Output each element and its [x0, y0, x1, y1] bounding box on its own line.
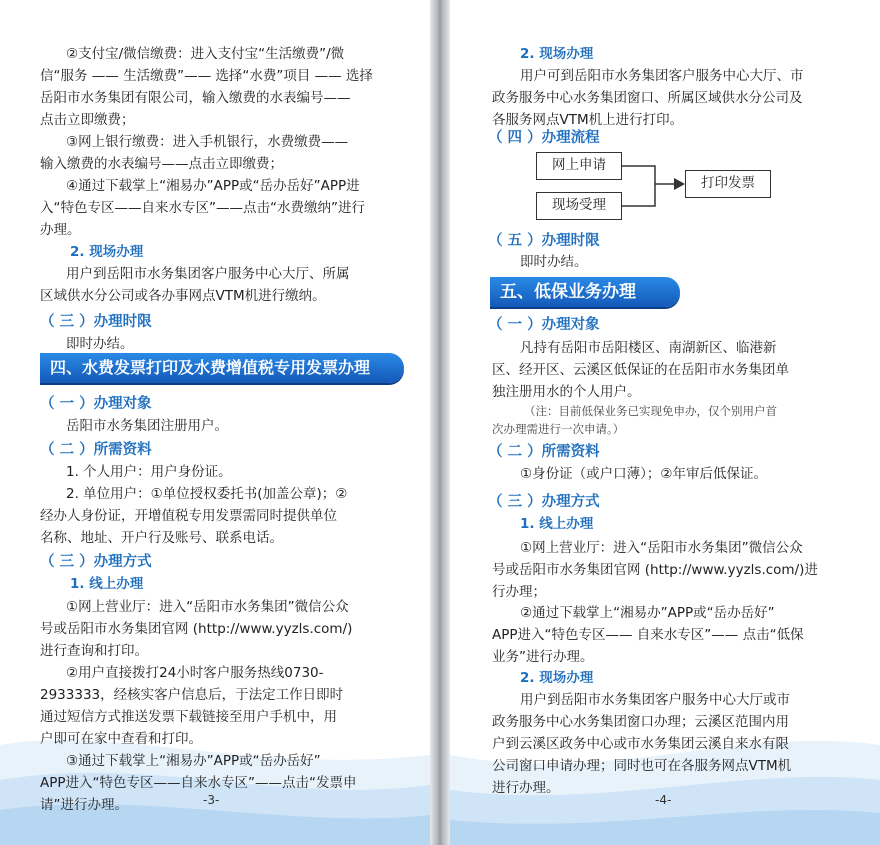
- flow-box-online-apply: 网上申请: [536, 152, 622, 180]
- text-line: 点击立即缴费；: [40, 112, 135, 128]
- text-line: 入“特色专区——自来水专区”——点击“水费缴纳”进行: [40, 200, 365, 216]
- section-heading: （ 二 ）所需资料: [40, 442, 152, 458]
- text-line: 进行查询和打印。: [40, 643, 148, 659]
- text-line: ②支付宝/微信缴费：进入支付宝“生活缴费”/微: [66, 46, 345, 62]
- text-line: 岳阳市水务集团有限公司，输入缴费的水表编号——: [40, 90, 351, 106]
- text-line: 业务”进行办理。: [492, 649, 594, 665]
- text-line: 即时办结。: [520, 254, 588, 270]
- text-line: 进行办理。: [492, 780, 560, 796]
- text-line: 岳阳市水务集团注册用户。: [66, 418, 228, 434]
- text-line: 用户到岳阳市水务集团客户服务中心大厅或市: [520, 692, 790, 708]
- flow-box-onsite-accept: 现场受理: [536, 192, 622, 220]
- chapter-banner: 四、水费发票打印及水费增值税专用发票办理: [40, 353, 404, 383]
- text-line: 号或岳阳市水务集团官网 (http://www.yyzls.com/): [40, 621, 353, 637]
- subsection-title: 1. 线上办理: [520, 516, 594, 532]
- text-line: 各服务网点VTM机上进行打印。: [492, 112, 684, 128]
- subsection-title: 2. 现场办理: [70, 244, 144, 260]
- section-heading: （ 五 ）办理时限: [488, 233, 600, 249]
- text-line: 凡持有岳阳市岳阳楼区、南湖新区、临港新: [520, 340, 777, 356]
- text-line: 办理。: [40, 222, 81, 238]
- subsection-title: 2. 现场办理: [520, 670, 594, 686]
- text-line: 户到云溪区政务中心或市水务集团云溪自来水有限: [492, 736, 789, 752]
- text-line: 2. 单位用户：①单位授权委托书(加盖公章)；②: [66, 486, 348, 502]
- section-heading: （ 一 ）办理对象: [40, 396, 152, 412]
- right-content: [450, 0, 880, 845]
- note-line: （注：目前低保业务已实现免申办，仅个别用户首: [524, 404, 777, 418]
- text-line: 信“服务 —— 生活缴费”—— 选择“水费”项目 —— 选择: [40, 68, 373, 84]
- text-line: 号或岳阳市水务集团官网 (http://www.yyzls.com/)进: [492, 562, 818, 578]
- text-line: ②用户直接拨打24小时客户服务热线0730-: [66, 665, 324, 681]
- text-line: ②通过下载掌上“湘易办”APP或“岳办岳好”: [520, 605, 775, 621]
- text-line: ③通过下载掌上“湘易办”APP或“岳办岳好”: [66, 753, 321, 769]
- left-content: [0, 0, 430, 845]
- flow-connectors: [450, 0, 880, 260]
- right-page: [450, 0, 880, 845]
- text-line: 政务服务中心水务集团窗口办理；云溪区范围内用: [492, 714, 789, 730]
- section-heading: （ 三 ）办理时限: [40, 314, 152, 330]
- text-line: 请”进行办理。: [40, 797, 128, 813]
- text-line: ④通过下载掌上“湘易办”APP或“岳办岳好”APP进: [66, 178, 360, 194]
- flow-box-print-invoice: 打印发票: [685, 170, 771, 198]
- text-line: APP进入“特色专区—— 自来水专区”—— 点击“低保: [492, 627, 804, 643]
- text-line: 用户到岳阳市水务集团客户服务中心大厅、所属: [66, 266, 350, 282]
- text-line: 区域供水分公司或各办事网点VTM机进行缴纳。: [40, 288, 326, 304]
- text-line: 区、经开区、云溪区低保证的在岳阳市水务集团单: [492, 362, 789, 378]
- text-line: 名称、地址、开户行及账号、联系电话。: [40, 530, 283, 546]
- section-heading: （ 四 ）办理流程: [488, 130, 600, 146]
- text-line: ③网上银行缴费：进入手机银行，水费缴费——: [66, 134, 349, 150]
- text-line: ①网上营业厅：进入“岳阳市水务集团”微信公众: [520, 540, 803, 556]
- section-heading: （ 二 ）所需资料: [488, 444, 600, 460]
- chapter-banner: 五、低保业务办理: [490, 277, 680, 307]
- section-heading: （ 三 ）办理方式: [488, 494, 600, 510]
- note-line: 次办理需进行一次申请。）: [492, 422, 625, 436]
- text-line: 输入缴费的水表编号——点击立即缴费；: [40, 156, 283, 172]
- text-line: 户即可在家中查看和打印。: [40, 731, 202, 747]
- section-heading: （ 一 ）办理对象: [488, 317, 600, 333]
- text-line: 通过短信方式推送发票下载链接至用户手机中，用: [40, 709, 337, 725]
- left-page: [0, 0, 430, 845]
- text-line: 用户可到岳阳市水务集团客户服务中心大厅、市: [520, 68, 804, 84]
- text-line: 独注册用水的个人用户。: [492, 384, 641, 400]
- section-heading: （ 三 ）办理方式: [40, 554, 152, 570]
- page-number: -3-: [203, 793, 220, 807]
- text-line: 2933333，经核实客户信息后，于法定工作日即时: [40, 687, 344, 703]
- text-line: 政务服务中心水务集团窗口、所属区域供水分公司及: [492, 90, 803, 106]
- text-line: 公司窗口申请办理；同时也可在各服务网点VTM机: [492, 758, 792, 774]
- text-line: 即时办结。: [66, 336, 134, 352]
- text-line: APP进入“特色专区——自来水专区”——点击“发票申: [40, 775, 357, 791]
- page-number: -4-: [655, 793, 672, 807]
- subsection-title: 1. 线上办理: [70, 576, 144, 592]
- book-gutter: [430, 0, 450, 845]
- text-line: ①身份证（或户口薄）；②年审后低保证。: [520, 466, 767, 482]
- subsection-title: 2. 现场办理: [520, 46, 594, 62]
- text-line: 1. 个人用户：用户身份证。: [66, 464, 232, 480]
- text-line: 经办人身份证，开增值税专用发票需同时提供单位: [40, 508, 337, 524]
- text-line: 行办理；: [492, 584, 546, 600]
- text-line: ①网上营业厅：进入“岳阳市水务集团”微信公众: [66, 599, 349, 615]
